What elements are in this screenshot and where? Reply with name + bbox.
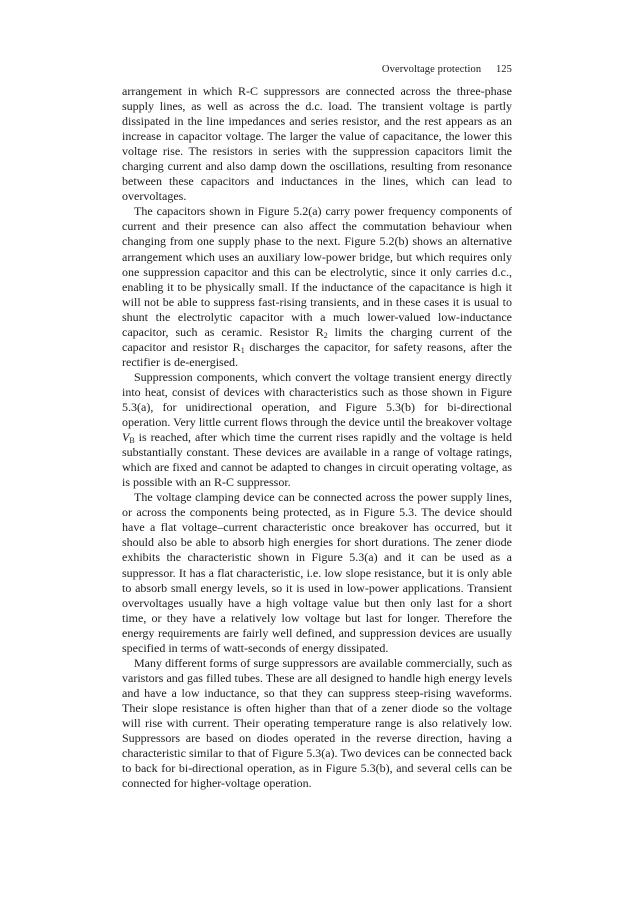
text-run: Suppression components, which convert the voltage transient energy directly into heat, consist of devices with characteristics such as those shown in Figure 5.3(a), for unidirectional operation, and Figure 5.3(b) for bi-directional operation. Very little current flows through the device until the breakover voltage <box>122 369 512 430</box>
paragraph: Many different forms of surge suppressors are available commercially, such as varistors and gas filled tubes. These are all designed to handle high energy levels and have a low inductance, so that they can suppress steep-rising waveforms. Their slope resistance is often higher than that of a zener diode so the voltage will rise with current. Their operating temperature range is also relatively low. Suppressors are based on diodes operated in the reverse direction, having a characteristic similar to that of Figure 5.3(a). Two devices can be connected back to back for bi-directional operation, as in Figure 5.3(b), and several cells can be connected for higher-voltage operation. <box>122 655 512 791</box>
page-number: 125 <box>495 64 512 75</box>
paragraph <box>122 204 512 370</box>
subscript: 2 <box>323 330 328 340</box>
subscript: 1 <box>240 345 245 355</box>
paragraph: The voltage clamping device can be connected across the power supply lines, or across the components being protected, as in Figure 5.3. The device should have a flat voltage–current characteristic once breakover has occurred, but it should also be able to absorb high energies for short durations. The zener diode exhibits the characteristic shown in Figure 5.3(a) and it can be used as a suppressor. It has a flat characteristic, i.e. low slope resistance, but it is only able to absorb small energy levels, so it is used in low-power applications. Transient overvoltages usually have a high voltage value but then only last for a short time, or they have a relatively low voltage but last for longer. Therefore the energy requirements are fairly well defined, and suppression devices are usually specified in terms of watt-seconds of energy dissipated. <box>122 490 512 655</box>
text-run: discharges the capacitor, for safety reasons, after the rectifier is de-energised. <box>122 339 513 369</box>
subscript: B <box>129 436 135 446</box>
text-run: is reached, after which time the current rises rapidly and the voltage is held substantially constant. These devices are available in a range of voltage ratings, which are fixed and cannot be adapted to changes in circuit operating voltage, as is possible with an R-C suppressor. <box>122 430 512 490</box>
text-run: The capacitors shown in Figure 5.2(a) carry power frequency components of current and their presence can also affect the commutation behaviour when changing from one supply phase to the next. Figure 5.2(b) shows an alternative arrangement which uses an auxiliary low-power bridge, but which requires only one suppression capacitor and this can be electrolytic, since it only carries d.c., enabling it to be physically small. If the inductance of the capacitance is high it will not be able to suppress fast-rising transients, and in these cases it is usual to shunt the electrolytic capacitor with a much lower-valued low-inductance capacitor, such as ceramic. Resistor R <box>122 204 512 339</box>
text-run: limits the charging current of the capacitor and resistor R <box>122 324 512 354</box>
running-head <box>382 64 512 75</box>
body-text <box>122 84 512 791</box>
running-head-title: Overvoltage protection <box>381 64 482 75</box>
paragraph <box>122 370 512 490</box>
paragraph: arrangement in which R-C suppressors are connected across the three-phase supply lines, as well as across the d.c. load. The transient voltage is partly dissipated in the line impedances and series resistor, and the rest appears as an increase in capacitor voltage. The larger the value of capacitance, the lower this voltage rise. The resistors in series with the suppression capacitors limit the charging current and also damp down the oscillations, resulting from resonance between these capacitors and inductances in the lines, which can lead to overvoltages. <box>122 84 512 204</box>
variable-symbol: V <box>122 430 130 445</box>
